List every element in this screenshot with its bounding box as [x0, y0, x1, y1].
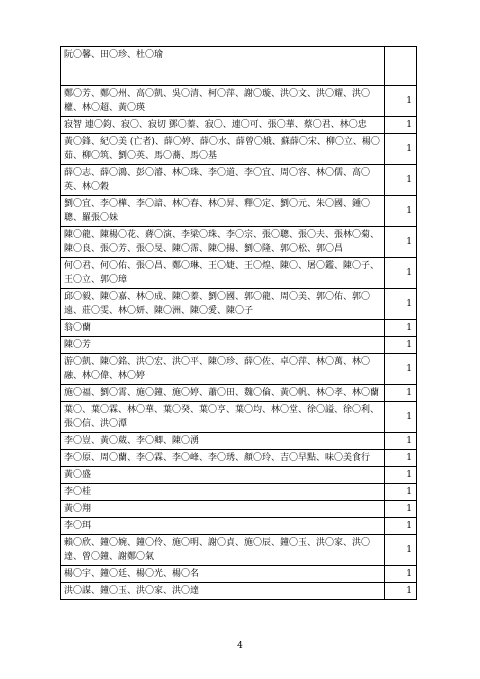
donor-names-cell: 李〇珥	[61, 518, 385, 535]
table-row	[61, 450, 417, 467]
count-cell: 1	[385, 165, 417, 196]
count-cell: 1	[385, 433, 417, 450]
table-row	[61, 385, 417, 402]
page-number: 4	[237, 641, 243, 651]
table-row	[61, 484, 417, 501]
table-row	[61, 467, 417, 484]
count-cell: 1	[385, 501, 417, 518]
count-cell: 1	[385, 289, 417, 320]
count-cell: 1	[385, 227, 417, 258]
donor-names-cell: 黃〇盛	[61, 467, 385, 484]
donor-names-cell: 李〇原、周〇蘭、李〇霖、李〇峰、李〇琇、顏〇玲、吉〇早點、味〇美食行	[61, 450, 385, 467]
donor-names-cell: 李〇桂	[61, 484, 385, 501]
table-row	[61, 433, 417, 450]
donor-names-cell: 游〇凱、陳〇銘、洪〇宏、洪〇平、陳〇珍、薛〇佐、卓〇萍、林〇萬、林〇融、林〇偉、林〇婷	[61, 354, 385, 385]
donor-names-cell: 何〇君、何〇佑、張〇昌、鄭〇琳、王〇婕、王〇煌、陳〇、屠〇鑑、陳〇子、王〇立、郭〇璋	[61, 258, 385, 289]
donor-names-cell: 洪〇謀、鐘〇玉、洪〇家、洪〇達	[61, 583, 385, 600]
table-row	[61, 354, 417, 385]
table-row	[61, 337, 417, 354]
donor-names-cell: 翁〇蘭	[61, 320, 385, 337]
table-row	[61, 501, 417, 518]
donor-names-cell: 楊〇宇、鐘〇廷、楊〇光、楊〇名	[61, 566, 385, 583]
donor-names-cell: 葉〇、葉〇霖、林〇華、葉〇癸、葉〇亨、葉〇均、林〇堂、徐〇謚、徐〇利、張〇信、洪〇潭	[61, 402, 385, 433]
donor-names-cell: 寂智 連〇鈞、寂〇、寂切 鄧〇蓁、寂〇、連〇可、張〇華、蔡〇君、林〇忠	[61, 117, 385, 134]
donor-names-cell: 薛〇志、薛〇鴻、彭〇濬、林〇珠、李〇道、李〇宜、周〇容、林〇儒、高〇英、林〇穀	[61, 165, 385, 196]
table-row	[61, 320, 417, 337]
count-cell: 1	[385, 467, 417, 484]
count-cell: 1	[385, 320, 417, 337]
table-row	[61, 47, 417, 86]
donor-names-cell: 陳〇芳	[61, 337, 385, 354]
table-row	[61, 117, 417, 134]
donor-names-cell: 李〇豈、黃〇葳、李〇卿、陳〇湧	[61, 433, 385, 450]
table-row	[61, 165, 417, 196]
table-row	[61, 402, 417, 433]
donor-names-cell: 鄭〇芳、鄭〇州、高〇凱、吳〇清、柯〇萍、謝〇璇、洪〇文、洪〇耀、洪〇權、林〇超、黃〇瑛	[61, 86, 385, 117]
table-row	[61, 134, 417, 165]
count-cell: 1	[385, 450, 417, 467]
count-cell: 1	[385, 117, 417, 134]
table-row	[61, 289, 417, 320]
count-cell: 1	[385, 354, 417, 385]
count-cell: 1	[385, 258, 417, 289]
count-cell: 1	[385, 583, 417, 600]
count-cell: 1	[385, 484, 417, 501]
donor-names-cell: 邱〇毅、陳〇嘉、林〇成、陳〇蓁、劉〇國、郭〇龍、周〇美、郭〇佑、郭〇遠、莊〇雯、林〇妍、陳〇洲、陳〇愛、陳〇子	[61, 289, 385, 320]
count-cell: 1	[385, 385, 417, 402]
donor-names-cell: 施〇福、劉〇霄、施〇鐘、施〇婷、蕭〇田、魏〇倫、黃〇帆、林〇孝、林〇蘭	[61, 385, 385, 402]
donor-names-cell: 賴〇欣、鐘〇婉、鐘〇伶、施〇明、謝〇貞、施〇辰、鐘〇玉、洪〇家、洪〇達、曾〇鐘、謝鄭〇氣	[61, 535, 385, 566]
donor-names-cell: 黃〇翔	[61, 501, 385, 518]
donor-names-cell: 阮〇馨、田〇珍、杜〇瑜	[61, 47, 385, 86]
donor-names-cell: 劉〇宜、李〇樺、李〇諳、林〇春、林〇昇、釋〇定、劉〇元、朱〇國、鍾〇聰、羅張〇妹	[61, 196, 385, 227]
count-cell: 1	[385, 535, 417, 566]
table-row	[61, 86, 417, 117]
count-cell: 1	[385, 196, 417, 227]
table-row	[61, 227, 417, 258]
table-row	[61, 518, 417, 535]
count-cell: 1	[385, 402, 417, 433]
donor-table	[60, 46, 417, 600]
table-row	[61, 535, 417, 566]
count-cell: 1	[385, 134, 417, 165]
table-row	[61, 583, 417, 600]
count-cell: 1	[385, 337, 417, 354]
donor-table-body	[61, 47, 417, 600]
table-row	[61, 566, 417, 583]
donor-names-cell: 黃〇鋒、紀〇美 (亡者)、薛〇婷、薛〇水、薛曾〇娥、蘇薛〇宋、柳〇立、楊〇茹、柳〇筑、劉〇英、馬〇蕎、馬〇基	[61, 134, 385, 165]
donor-names-cell: 陳〇龍、陳楊〇花、蔣〇演、李梁〇珠、李〇宗、張〇聰、張〇夫、張林〇菊、陳〇良、張〇芳、張〇旻、陳〇霈、陳〇揚、劉〇隆、郭〇松、郭〇昌	[61, 227, 385, 258]
count-cell	[385, 47, 417, 86]
table-row	[61, 196, 417, 227]
table-row	[61, 258, 417, 289]
count-cell: 1	[385, 86, 417, 117]
count-cell: 1	[385, 566, 417, 583]
count-cell: 1	[385, 518, 417, 535]
